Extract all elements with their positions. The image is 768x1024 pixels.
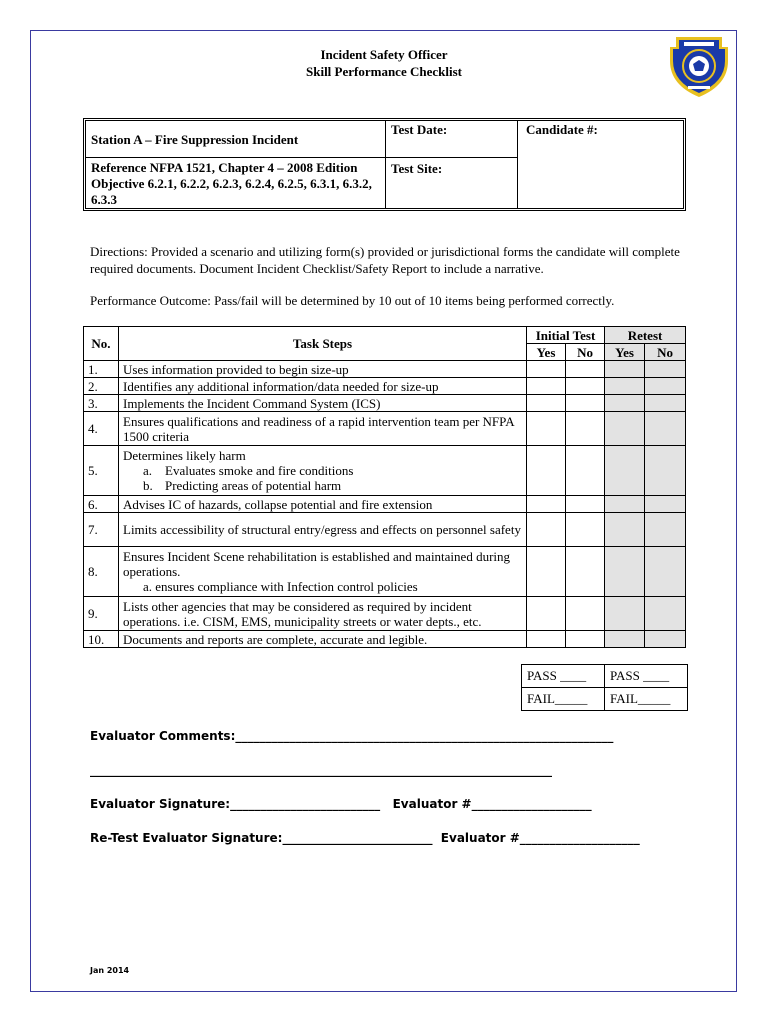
task-text: Uses information provided to begin size-up xyxy=(119,361,527,378)
initial-yes-cell[interactable] xyxy=(527,496,566,513)
subitem-text: Evaluates smoke and fire conditions xyxy=(165,463,354,478)
col-header-retest-no: No xyxy=(645,344,686,361)
initial-no-cell[interactable] xyxy=(566,361,605,378)
task-subitem-b xyxy=(123,478,522,493)
task-subitem-a xyxy=(123,463,522,478)
subitem-letter: b. xyxy=(143,478,153,493)
task-text: Limits accessibility of structural entry/egress and effects on personnel safety xyxy=(119,513,527,547)
row-number: 5. xyxy=(84,446,119,496)
initial-yes-cell[interactable] xyxy=(527,597,566,631)
row-number: 10. xyxy=(84,631,119,648)
row-number: 6. xyxy=(84,496,119,513)
row-number: 2. xyxy=(84,378,119,395)
test-site-label: Test Site: xyxy=(391,161,443,176)
task-text: Implements the Incident Command System (ICS) xyxy=(119,395,527,412)
retest-yes-cell[interactable] xyxy=(605,412,645,446)
table-row xyxy=(84,361,686,378)
table-row xyxy=(84,631,686,648)
table-row xyxy=(84,412,686,446)
subitem-letter: a. xyxy=(143,463,153,478)
pass-fail-table xyxy=(521,664,688,711)
fail-retest-field[interactable]: FAIL_____ xyxy=(605,688,688,711)
table-row xyxy=(84,378,686,395)
retest-no-cell[interactable] xyxy=(645,395,686,412)
initial-no-cell[interactable] xyxy=(566,547,605,597)
performance-outcome-text: Performance Outcome: Pass/fail will be determined by 10 out of 10 items being performed correctly. xyxy=(90,293,615,308)
col-header-task: Task Steps xyxy=(119,327,527,361)
subitem-text: Predicting areas of potential harm xyxy=(165,478,342,493)
table-row xyxy=(84,395,686,412)
table-row xyxy=(84,547,686,597)
row-number: 8. xyxy=(84,547,119,597)
task-text: Identifies any additional information/data needed for size-up xyxy=(119,378,527,395)
task-steps-table xyxy=(83,326,686,648)
reference-text: Reference NFPA 1521, Chapter 4 – 2008 Edition Objective 6.2.1, 6.2.2, 6.2.3, 6.2.4, 6.2.5, 6.3.1, 6.3.2, 6.3.3 xyxy=(91,160,372,207)
task-text: Advises IC of hazards, collapse potential and fire extension xyxy=(119,496,527,513)
initial-no-cell[interactable] xyxy=(566,496,605,513)
initial-no-cell[interactable] xyxy=(566,597,605,631)
task-subitem-a: a. ensures compliance with Infection control policies xyxy=(143,579,418,594)
initial-no-cell[interactable] xyxy=(566,446,605,496)
task-cell xyxy=(119,446,527,496)
row-number: 1. xyxy=(84,361,119,378)
task-text: Ensures qualifications and readiness of a rapid intervention team per NFPA 1500 criteria xyxy=(119,412,527,446)
col-header-initial: Initial Test xyxy=(527,327,605,344)
table-row xyxy=(84,597,686,631)
retest-yes-cell[interactable] xyxy=(605,446,645,496)
col-header-retest: Retest xyxy=(605,327,686,344)
col-header-retest-yes: Yes xyxy=(605,344,645,361)
retest-no-cell[interactable] xyxy=(645,597,686,631)
initial-yes-cell[interactable] xyxy=(527,513,566,547)
test-date-label: Test Date: xyxy=(391,122,448,137)
row-number: 4. xyxy=(84,412,119,446)
table-row xyxy=(84,513,686,547)
row-number: 3. xyxy=(84,395,119,412)
table-row xyxy=(84,496,686,513)
retest-no-cell[interactable] xyxy=(645,547,686,597)
retest-yes-cell[interactable] xyxy=(605,631,645,648)
table-row xyxy=(84,446,686,496)
pass-retest-field[interactable]: PASS ____ xyxy=(605,665,688,688)
evaluator-comments-line-2[interactable]: _____________________________________________________________________________ xyxy=(90,763,552,777)
initial-no-cell[interactable] xyxy=(566,395,605,412)
fail-initial-field[interactable]: FAIL_____ xyxy=(522,688,605,711)
initial-yes-cell[interactable] xyxy=(527,395,566,412)
initial-yes-cell[interactable] xyxy=(527,361,566,378)
directions-text: Directions: Provided a scenario and utilizing form(s) provided or jurisdictional forms the candidate will complete required documents. Document Incident Checklist/Safety Report to include a narrative. xyxy=(90,244,680,276)
evaluator-signature-field[interactable]: Evaluator Signature:_________________________ Evaluator #____________________ xyxy=(90,797,592,811)
initial-no-cell[interactable] xyxy=(566,631,605,648)
task-text: Lists other agencies that may be considered as required by incident operations. i.e. CISM, EMS, municipality streets or water depts., etc. xyxy=(119,597,527,631)
footer-date: Jan 2014 xyxy=(90,966,130,975)
initial-yes-cell[interactable] xyxy=(527,412,566,446)
retest-no-cell[interactable] xyxy=(645,361,686,378)
document-title: Incident Safety Officer xyxy=(320,47,448,62)
retest-yes-cell[interactable] xyxy=(605,496,645,513)
initial-yes-cell[interactable] xyxy=(527,446,566,496)
col-header-no: No. xyxy=(84,327,119,361)
initial-no-cell[interactable] xyxy=(566,378,605,395)
task-text: Ensures Incident Scene rehabilitation is established and maintained during operations. xyxy=(123,549,511,579)
retest-yes-cell[interactable] xyxy=(605,361,645,378)
station-label: Station A – Fire Suppression Incident xyxy=(91,132,299,147)
retest-no-cell[interactable] xyxy=(645,513,686,547)
retest-yes-cell[interactable] xyxy=(605,395,645,412)
retest-yes-cell[interactable] xyxy=(605,547,645,597)
retest-no-cell[interactable] xyxy=(645,496,686,513)
candidate-label: Candidate #: xyxy=(526,122,598,137)
retest-evaluator-signature-field[interactable]: Re-Test Evaluator Signature:_________________________ Evaluator #____________________ xyxy=(90,831,640,845)
document-subtitle: Skill Performance Checklist xyxy=(306,64,462,79)
row-number: 7. xyxy=(84,513,119,547)
certification-emblem-icon xyxy=(668,33,730,99)
retest-no-cell[interactable] xyxy=(645,412,686,446)
initial-no-cell[interactable] xyxy=(566,513,605,547)
retest-yes-cell[interactable] xyxy=(605,378,645,395)
initial-yes-cell[interactable] xyxy=(527,378,566,395)
initial-no-cell[interactable] xyxy=(566,412,605,446)
info-box xyxy=(83,118,686,211)
task-text: Documents and reports are complete, accurate and legible. xyxy=(119,631,527,648)
task-cell xyxy=(119,547,527,597)
evaluator-comments-field[interactable]: Evaluator Comments:_______________________________________________________________ xyxy=(90,729,614,743)
col-header-initial-no: No xyxy=(566,344,605,361)
col-header-initial-yes: Yes xyxy=(527,344,566,361)
retest-no-cell[interactable] xyxy=(645,446,686,496)
initial-yes-cell[interactable] xyxy=(527,631,566,648)
pass-initial-field[interactable]: PASS ____ xyxy=(522,665,605,688)
retest-no-cell[interactable] xyxy=(645,378,686,395)
retest-yes-cell[interactable] xyxy=(605,597,645,631)
retest-no-cell[interactable] xyxy=(645,631,686,648)
task-text: Determines likely harm xyxy=(123,448,246,463)
row-number: 9. xyxy=(84,597,119,631)
initial-yes-cell[interactable] xyxy=(527,547,566,597)
retest-yes-cell[interactable] xyxy=(605,513,645,547)
